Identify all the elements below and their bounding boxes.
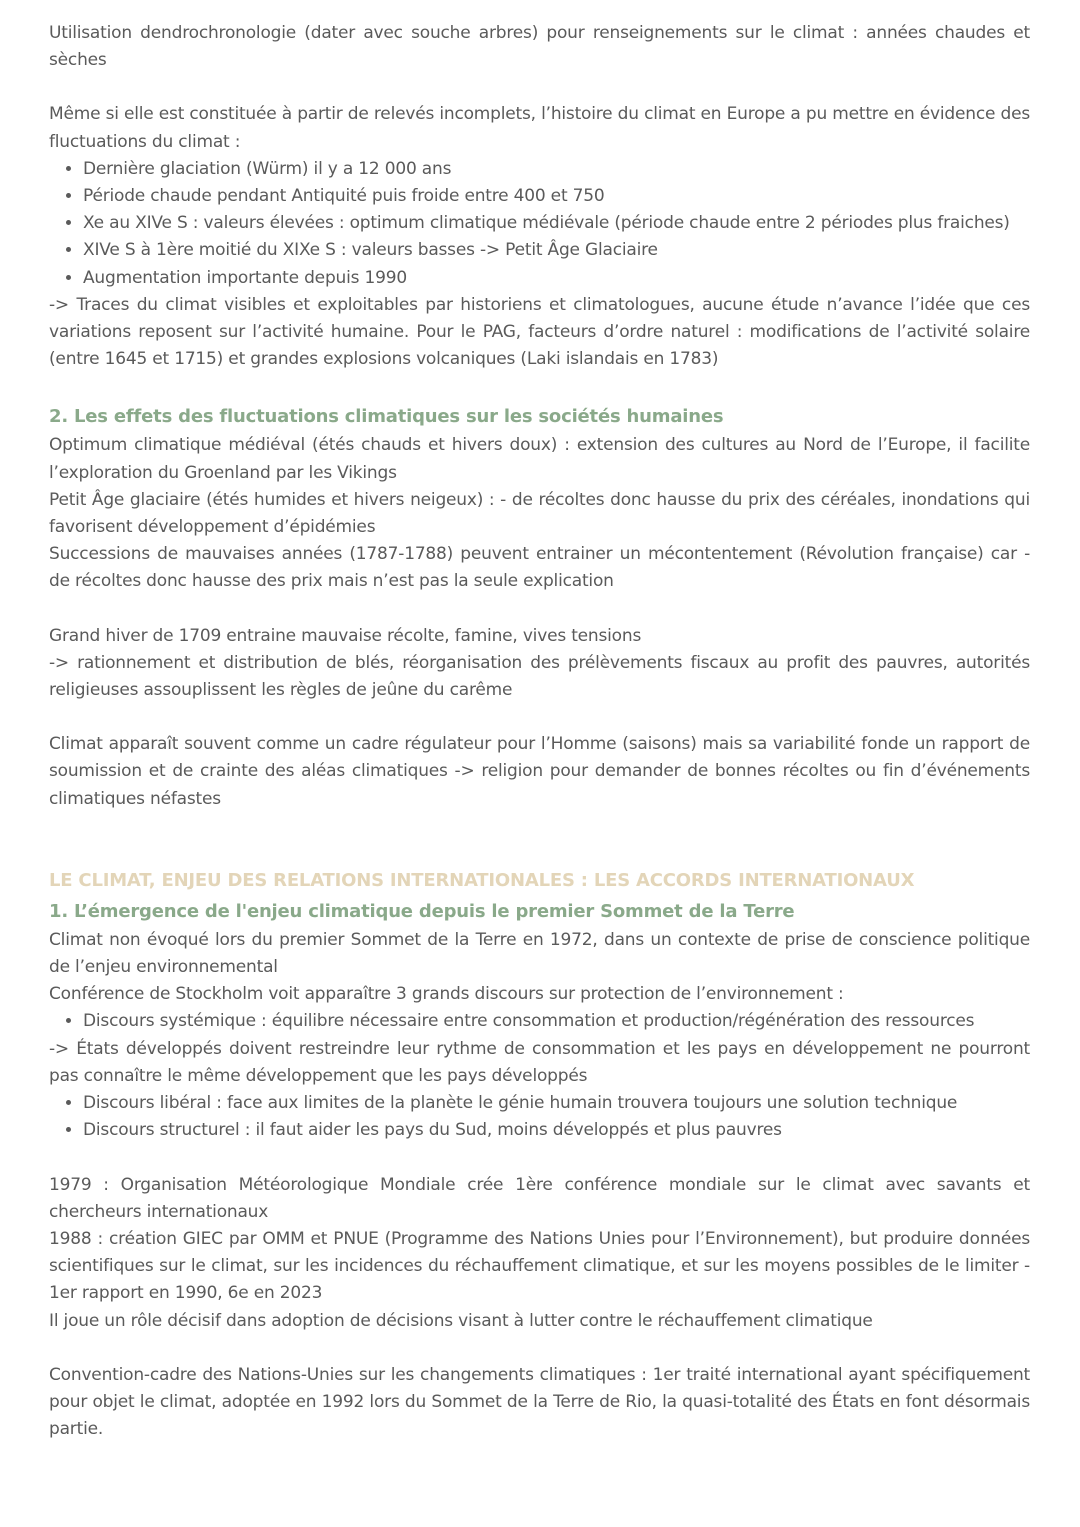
list-item: • Discours libéral : face aux limites de la planète le génie humain trouvera toujours une solution technique — [83, 1090, 1030, 1117]
paragraph: -> Traces du climat visibles et exploitables par historiens et climatologues, aucune étude n’avance l’idée que ces variations reposent sur l’activité humaine. Pour le PAG, facteurs d’ordre naturel : modifications de l’activité solaire (entre 1645 et 1715) et grandes explosions volcaniques (Laki islandais en 1783) — [49, 294, 1030, 370]
paragraph: Optimum climatique médiéval (étés chauds et hivers doux) : extension des cultures au Nord de l’Europe, il facilite l’exploration du Groenland par les Vikings — [49, 435, 1030, 483]
paragraph: Successions de mauvaises années (1787-1788) peuvent entrainer un mécontentement (Révolution française) car - de récoltes donc hausse des prix mais n’est pas la seule explication — [49, 544, 1030, 592]
list-item: • Période chaude pendant Antiquité puis froide entre 400 et 750 — [83, 183, 1030, 210]
paragraph: 1979 : Organisation Météorologique Mondiale crée 1ère conférence mondiale sur le climat avec savants et chercheurs internationaux — [49, 1174, 1030, 1222]
paragraph: Il joue un rôle décisif dans adoption de décisions visant à lutter contre le réchauffement climatique — [49, 1310, 873, 1331]
paragraph: Même si elle est constituée à partir de relevés incomplets, l’histoire du climat en Europe a pu mettre en évidence des fluctuations du climat : — [49, 104, 1030, 152]
list-item: • XIVe S à 1ère moitié du XIXe S : valeurs basses -> Petit Âge Glaciaire — [83, 237, 1030, 264]
list-item: • Dernière glaciation (Würm) il y a 12 000 ans — [83, 156, 1030, 183]
paragraph: 1988 : création GIEC par OMM et PNUE (Programme des Nations Unies pour l’Environnement), but produire données scientifiques sur le climat, sur les incidences du réchauffement climatique, et sur les moyens possibles de le limiter - 1er rapport en 1990, 6e en 2023 — [49, 1228, 1030, 1304]
paragraph: Climat apparaît souvent comme un cadre régulateur pour l’Homme (saisons) mais sa variabilité fonde un rapport de soumission et de crainte des aléas climatiques -> religion pour demander de bonnes récoltes ou fin d’événements climatiques néfastes — [49, 734, 1030, 809]
paragraph: Convention-cadre des Nations-Unies sur les changements climatiques : 1er traité international ayant spécifiquement pour objet le climat, adoptée en 1992 lors du Sommet de la Terre de Rio, la quasi-totalité des États en font désormais partie. — [49, 1364, 1030, 1440]
section-heading: LE CLIMAT, ENJEU DES RELATIONS INTERNATIONALES : LES ACCORDS INTERNATIONAUX — [49, 869, 915, 891]
list-item: • Discours structurel : il faut aider les pays du Sud, moins développés et plus pauvres — [83, 1117, 1030, 1144]
list-item: • Xe au XIVe S : valeurs élevées : optimum climatique médiévale (période chaude entre 2 périodes plus fraiches) — [83, 210, 1030, 237]
list-item: • Discours systémique : équilibre nécessaire entre consommation et production/régénération des ressources — [83, 1008, 1030, 1035]
paragraph: Climat non évoqué lors du premier Sommet de la Terre en 1972, dans un contexte de prise de conscience politique de l’enjeu environnemental — [49, 929, 1030, 978]
paragraph: Grand hiver de 1709 entraine mauvaise récolte, famine, vives tensions — [49, 625, 642, 646]
paragraph: Petit Âge glaciaire (étés humides et hivers neigeux) : - de récoltes donc hausse du prix des céréales, inondations qui favorisent développement d’épidémies — [49, 489, 1030, 538]
paragraph: Utilisation dendrochronologie (dater avec souche arbres) pour renseignements sur le climat : années chaudes et sèches — [49, 23, 1030, 71]
list-item: • Augmentation importante depuis 1990 — [83, 265, 1030, 292]
subheading-effects: 2. Les effets des fluctuations climatiques sur les sociétés humaines — [49, 406, 724, 428]
discourse-list — [49, 1008, 1030, 1035]
paragraph: Conférence de Stockholm voit apparaître 3 grands discours sur protection de l’environnement : — [49, 984, 844, 1005]
climate-fluctuations-list — [49, 156, 1030, 292]
paragraph: -> rationnement et distribution de blés, réorganisation des prélèvements fiscaux au profit des pauvres, autorités religieuses assouplissent les règles de jeûne du carême — [49, 652, 1030, 701]
discourse-list — [49, 1090, 1030, 1144]
paragraph: -> États développés doivent restreindre leur rythme de consommation et les pays en développement ne pourront pas connaître le même développement que les pays développés — [49, 1038, 1030, 1086]
document-page — [49, 20, 1030, 1443]
subheading-emergence: 1. L’émergence de l'enjeu climatique depuis le premier Sommet de la Terre — [49, 900, 795, 922]
